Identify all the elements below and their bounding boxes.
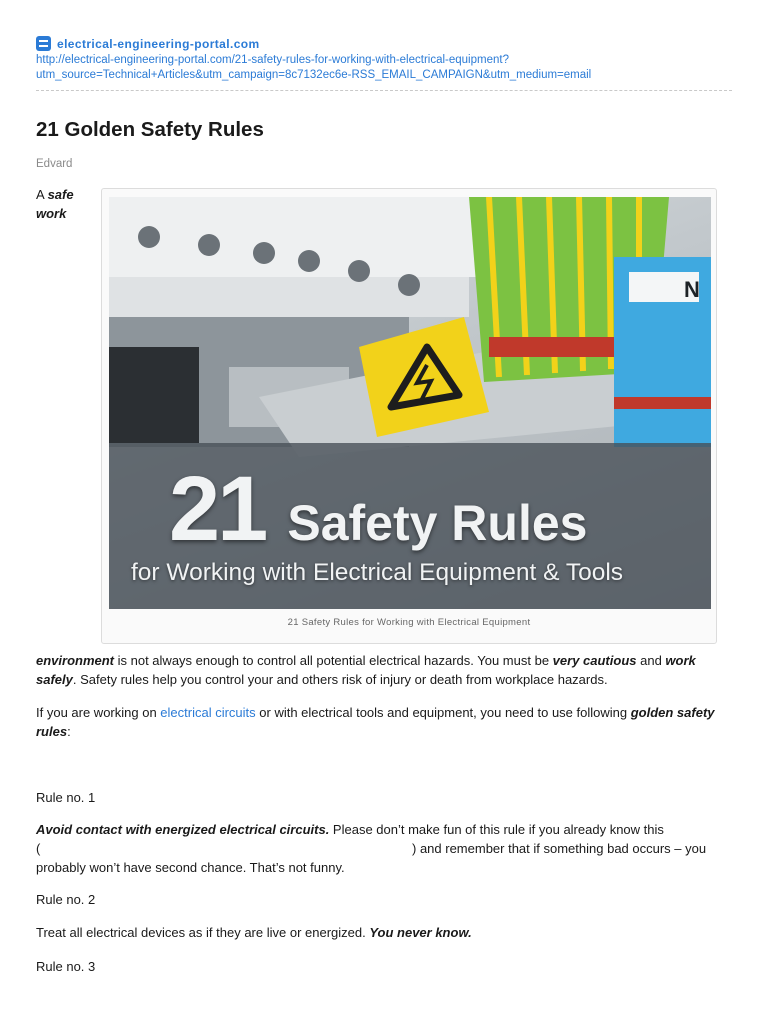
header-divider — [36, 90, 732, 91]
source-url-line-1[interactable]: http://electrical-engineering-portal.com/21-safety-rules-for-working-with-electrical-equipment? — [36, 54, 509, 66]
text: If you are working on — [36, 705, 161, 720]
rule-1-label: Rule no. 1 — [36, 790, 96, 805]
text: Please don’t make fun of this rule if you already know this — [329, 822, 664, 837]
text: or with electrical tools and equipment, you need to use following — [255, 705, 631, 720]
emphasis-you-never-know: You never know. — [369, 925, 472, 940]
rule-1-line-3: probably won’t have second chance. That’s not funny. — [36, 860, 345, 875]
emphasis-work-safely: work safely — [36, 653, 696, 687]
emphasis-environment: environment — [36, 653, 115, 668]
document-icon — [36, 36, 51, 51]
terminal-label-n: N — [684, 277, 700, 302]
emphasis-avoid-contact: Avoid contact with energized electrical circuits. — [36, 822, 330, 837]
banner-subtitle: for Working with Electrical Equipment & Tools — [131, 559, 624, 586]
text: . Safety rules help you control your and others risk of injury or death from workplace hazards. — [72, 672, 608, 687]
rule-3-label: Rule no. 3 — [36, 959, 96, 974]
source-url-line-2[interactable]: utm_source=Technical+Articles&utm_campaign=8c7132ec6e-RSS_EMAIL_CAMPAIGN&utm_medium=email — [36, 69, 592, 81]
banner-title: Safety Rules — [287, 495, 588, 551]
figure-banner — [109, 443, 711, 609]
figure-photo — [109, 197, 711, 609]
text: Treat all electrical devices as if they are live or energized. — [36, 925, 370, 940]
site-name-link[interactable]: electrical-engineering-portal.com — [57, 36, 260, 51]
text: : — [67, 724, 71, 739]
rule-2-text — [36, 923, 732, 942]
figure-caption: 21 Safety Rules for Working with Electrical Equipment — [287, 617, 531, 628]
emphasis-very-cautious: very cautious — [552, 653, 637, 668]
rule-1-line-2 — [36, 839, 732, 858]
electrical-circuits-link[interactable]: electrical circuits — [160, 705, 256, 720]
banner-number: 21 — [169, 458, 266, 560]
emphasis-golden-safety-rules: golden safety rules — [36, 705, 715, 739]
rule-2-label: Rule no. 2 — [36, 892, 96, 907]
blue-terminals — [614, 257, 711, 447]
text: is not always enough to control all potential electrical hazards. You must be — [114, 653, 553, 668]
paragraph-intro — [36, 651, 732, 689]
article-figure — [101, 188, 717, 644]
text: ) and remember that if something bad occurs – you — [412, 841, 707, 856]
site-header — [36, 36, 260, 51]
text: and — [636, 653, 666, 668]
rule-1-line-1 — [36, 820, 732, 839]
text: ( — [36, 841, 41, 856]
paragraph-rules-intro — [36, 703, 732, 741]
lead-prefix: A — [36, 187, 48, 202]
article-title: 21 Golden Safety Rules — [36, 118, 264, 141]
lead-text — [36, 185, 96, 223]
article-author: Edvard — [36, 158, 73, 170]
rule-1-text — [36, 820, 732, 877]
lead-emphasis: safe work — [36, 187, 74, 221]
source-url[interactable] — [36, 53, 736, 83]
